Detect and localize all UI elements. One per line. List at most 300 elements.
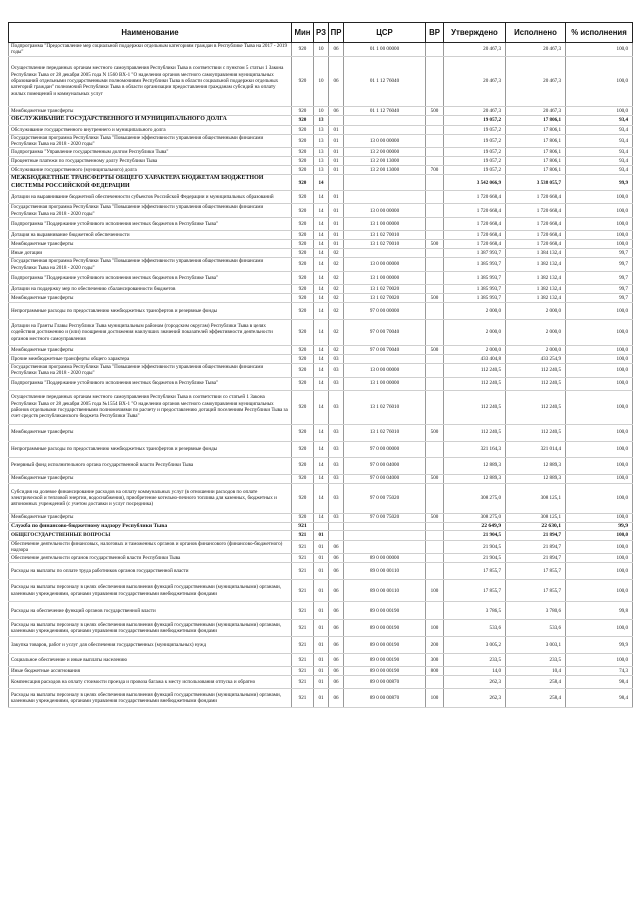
pr-cell: 03: [329, 390, 344, 424]
name-cell: Служба по финансово-бюджетному надзору Республики Тыва: [9, 522, 292, 530]
vr-cell: [426, 218, 444, 231]
pr-cell: 06: [329, 563, 344, 580]
csr-cell: 97 0 00 70040: [344, 345, 426, 354]
min-cell: 920: [292, 240, 314, 249]
csr-cell: 89 0 00 00190: [344, 620, 426, 637]
min-cell: 921: [292, 620, 314, 637]
min-cell: 920: [292, 302, 314, 319]
executed-cell: 17 806,1: [506, 115, 566, 125]
vr-cell: [426, 377, 444, 390]
table-row: [9, 667, 633, 676]
table-row: [9, 125, 633, 134]
pr-cell: 02: [329, 258, 344, 272]
csr-cell: 13 2 00 13000: [344, 166, 426, 175]
report-page: [8, 22, 632, 708]
percent-cell: 74,3: [566, 667, 633, 676]
table-row: [9, 676, 633, 689]
csr-cell: 13 0 00 00000: [344, 363, 426, 377]
rz-cell: 01: [314, 689, 329, 708]
table-row: [9, 191, 633, 204]
csr-cell: 13 1 02 70010: [344, 240, 426, 249]
table-row: [9, 530, 633, 540]
table-row: [9, 293, 633, 302]
min-cell: 920: [292, 377, 314, 390]
vr-cell: [426, 319, 444, 345]
table-row: [9, 620, 633, 637]
approved-cell: 21 904,5: [444, 540, 506, 554]
executed-cell: 308 125,1: [506, 483, 566, 513]
rz-cell: 14: [314, 293, 329, 302]
min-cell: 920: [292, 271, 314, 284]
rz-cell: 01: [314, 540, 329, 554]
rz-cell: 14: [314, 271, 329, 284]
approved-cell: 19 057,2: [444, 115, 506, 125]
pr-cell: 03: [329, 377, 344, 390]
percent-cell: 100,0: [566, 457, 633, 474]
executed-cell: 1 384 132,4: [506, 249, 566, 258]
table-row: [9, 284, 633, 293]
executed-cell: 233,5: [506, 654, 566, 667]
percent-cell: 93,4: [566, 134, 633, 148]
vr-cell: [426, 43, 444, 57]
executed-cell: 21 894,7: [506, 540, 566, 554]
vr-cell: [426, 284, 444, 293]
rz-cell: 14: [314, 483, 329, 513]
csr-cell: 13 1 00 00000: [344, 218, 426, 231]
pr-cell: 03: [329, 457, 344, 474]
min-cell: 920: [292, 218, 314, 231]
executed-cell: 258,4: [506, 689, 566, 708]
approved-cell: 1 720 668,4: [444, 218, 506, 231]
rz-cell: 01: [314, 637, 329, 654]
approved-cell: 112 240,5: [444, 390, 506, 424]
approved-cell: 308 275,0: [444, 513, 506, 522]
min-cell: 920: [292, 474, 314, 483]
pr-cell: 06: [329, 540, 344, 554]
approved-cell: 321 164,3: [444, 441, 506, 457]
percent-cell: 93,4: [566, 148, 633, 157]
vr-cell: 500: [426, 513, 444, 522]
percent-cell: 100,0: [566, 231, 633, 240]
rz-cell: 14: [314, 284, 329, 293]
percent-cell: 100,0: [566, 319, 633, 345]
name-cell: Иные бюджетные ассигнования: [9, 667, 292, 676]
name-cell: Процентные платежи по государственному долгу Республики Тыва: [9, 157, 292, 166]
vr-cell: [426, 540, 444, 554]
percent-cell: 100,0: [566, 204, 633, 218]
vr-cell: [426, 457, 444, 474]
percent-cell: 100,0: [566, 424, 633, 441]
pr-cell: [329, 175, 344, 191]
pr-cell: 06: [329, 580, 344, 602]
min-cell: 920: [292, 354, 314, 363]
approved-cell: 262,3: [444, 689, 506, 708]
percent-cell: 99,9: [566, 175, 633, 191]
name-cell: Дотации на Гранты Главы Республики Тыва муниципальным районам (городским округам) Республики Тыва в целях содействия достижению и (или) поощрения достижения наилучших значений показателей эффективности деятельности органов местного самоуправления: [9, 319, 292, 345]
executed-cell: 17 806,1: [506, 125, 566, 134]
min-cell: 920: [292, 441, 314, 457]
table-row: [9, 218, 633, 231]
vr-cell: [426, 115, 444, 125]
csr-cell: 13 0 00 00000: [344, 134, 426, 148]
csr-cell: 89 0 00 00190: [344, 667, 426, 676]
vr-cell: [426, 271, 444, 284]
vr-cell: [426, 354, 444, 363]
name-cell: Компенсация расходов на оплату стоимости проезда и провоза багажа к месту использования отпуска и обратно: [9, 676, 292, 689]
name-cell: Расходы на выплаты по оплате труда работников органов государственной власти: [9, 563, 292, 580]
name-cell: Расходы на выплаты персоналу в целях обеспечения выполнения функций государственными (муниципальными) органами, казенными учреждениями, органами управления государственными внебюджетными фондами: [9, 689, 292, 708]
col-header-approved: Утверждено: [444, 23, 506, 43]
min-cell: 920: [292, 424, 314, 441]
approved-cell: 112 240,5: [444, 363, 506, 377]
vr-cell: 500: [426, 424, 444, 441]
vr-cell: 500: [426, 345, 444, 354]
pr-cell: 01: [329, 125, 344, 134]
rz-cell: [314, 522, 329, 530]
name-cell: Расходы на обеспечение функций органов государственной власти: [9, 602, 292, 620]
min-cell: 921: [292, 580, 314, 602]
name-cell: Резервный фонд исполнительного органа государственной власти Республики Тыва: [9, 457, 292, 474]
vr-cell: [426, 390, 444, 424]
approved-cell: 22 649,9: [444, 522, 506, 530]
executed-cell: 1 720 668,4: [506, 240, 566, 249]
pr-cell: 06: [329, 689, 344, 708]
rz-cell: 10: [314, 43, 329, 57]
pr-cell: 03: [329, 483, 344, 513]
pr-cell: 06: [329, 554, 344, 563]
name-cell: Подпрограмма "Поддержание устойчивого исполнения местных бюджетов в Республике Тыва": [9, 271, 292, 284]
min-cell: 921: [292, 689, 314, 708]
csr-cell: 01 1 12 76040: [344, 56, 426, 106]
csr-cell: 97 0 00 75020: [344, 483, 426, 513]
min-cell: 920: [292, 43, 314, 57]
rz-cell: 13: [314, 157, 329, 166]
executed-cell: 1 382 132,4: [506, 258, 566, 272]
pr-cell: 01: [329, 134, 344, 148]
table-row: [9, 483, 633, 513]
percent-cell: 98,4: [566, 676, 633, 689]
col-header-pr: ПР: [329, 23, 344, 43]
pr-cell: 02: [329, 249, 344, 258]
executed-cell: 1 382 132,4: [506, 293, 566, 302]
approved-cell: 2 000,0: [444, 319, 506, 345]
executed-cell: 2 000,0: [506, 319, 566, 345]
approved-cell: 1 720 668,4: [444, 231, 506, 240]
executed-cell: 112 240,5: [506, 390, 566, 424]
rz-cell: 14: [314, 457, 329, 474]
col-header-percent: % исполнения: [566, 23, 633, 43]
pr-cell: 01: [329, 166, 344, 175]
executed-cell: 17 855,7: [506, 563, 566, 580]
csr-cell: 97 0 00 00000: [344, 302, 426, 319]
approved-cell: 3 786,5: [444, 602, 506, 620]
csr-cell: [344, 115, 426, 125]
vr-cell: [426, 157, 444, 166]
percent-cell: 99,7: [566, 258, 633, 272]
csr-cell: 13 1 02 70020: [344, 284, 426, 293]
vr-cell: [426, 175, 444, 191]
percent-cell: 100,0: [566, 363, 633, 377]
csr-cell: 13 1 00 00000: [344, 377, 426, 390]
table-row: [9, 43, 633, 57]
table-row: [9, 271, 633, 284]
name-cell: Дотации на поддержку мер по обеспечению сбалансированности бюджетов: [9, 284, 292, 293]
pr-cell: 02: [329, 302, 344, 319]
percent-cell: 100,0: [566, 302, 633, 319]
executed-cell: 17 806,1: [506, 134, 566, 148]
name-cell: Осуществление переданных органам местного самоуправления Республики Тыва в соответствии со статьей 1 Закона Республики Тыва от 28 декабря 2005 года №1554 ВХ-1 "О наделении органов местного самоуправления муниципальных районов отдельными государственными полномочиями по расчету и предоставлению дотаций поселениям Республики Тыва за счет средств республиканского бюджета Республики Тыва": [9, 390, 292, 424]
vr-cell: 700: [426, 166, 444, 175]
vr-cell: [426, 530, 444, 540]
table-row: [9, 441, 633, 457]
rz-cell: 01: [314, 554, 329, 563]
csr-cell: [344, 530, 426, 540]
percent-cell: 99,7: [566, 271, 633, 284]
approved-cell: 1 385 993,7: [444, 258, 506, 272]
min-cell: 921: [292, 637, 314, 654]
table-row: [9, 148, 633, 157]
min-cell: 920: [292, 148, 314, 157]
percent-cell: 99,7: [566, 293, 633, 302]
approved-cell: 262,3: [444, 676, 506, 689]
approved-cell: 112 240,5: [444, 377, 506, 390]
vr-cell: [426, 204, 444, 218]
csr-cell: 97 0 00 00000: [344, 441, 426, 457]
pr-cell: 01: [329, 240, 344, 249]
name-cell: Обеспечение деятельности органов государственной власти Республики Тыва: [9, 554, 292, 563]
table-body: [9, 43, 633, 708]
min-cell: 920: [292, 293, 314, 302]
min-cell: 920: [292, 258, 314, 272]
vr-cell: [426, 563, 444, 580]
name-cell: Субсидия на долевое финансирование расходов на оплату коммунальных услуг (в отношении расходов по оплате электрической и тепловой энергии, водоснабжения), приобретение котельно-печного топлива для казенных, бюджетных и автономных учреждений (с учетом доставки и услуг посредника): [9, 483, 292, 513]
min-cell: 920: [292, 513, 314, 522]
pr-cell: 02: [329, 284, 344, 293]
name-cell: ОБСЛУЖИВАНИЕ ГОСУДАРСТВЕННОГО И МУНИЦИПАЛЬНОГО ДОЛГА: [9, 115, 292, 125]
executed-cell: 1 382 132,4: [506, 284, 566, 293]
csr-cell: 13 1 02 70010: [344, 231, 426, 240]
rz-cell: 01: [314, 676, 329, 689]
name-cell: Осуществление переданных органам местного самоуправления Республики Тыва в соответствии с пунктом 5 статьи 1 Закона Республики Тыва от 28 декабря 2005 года N 1560 ВХ-1 "О наделении органов местного самоуправления муниципальных образований отдельными государственными полномочиями Республики Тыва в области социальной поддержки отдельных категорий граждан" полномочий Республики Тыва в области организации предоставления гражданам субсидий на оплату жилых помещений и коммунальных услуг: [9, 56, 292, 106]
min-cell: 921: [292, 602, 314, 620]
executed-cell: 10,4: [506, 667, 566, 676]
rz-cell: 01: [314, 580, 329, 602]
name-cell: Подпрограмма "Предоставление мер социальной поддержки отдельным категориям граждан в Республике Тыва на 2017 - 2019 годы": [9, 43, 292, 57]
percent-cell: 93,4: [566, 115, 633, 125]
min-cell: 920: [292, 363, 314, 377]
vr-cell: 800: [426, 667, 444, 676]
col-header-csr: ЦСР: [344, 23, 426, 43]
approved-cell: 17 855,7: [444, 563, 506, 580]
rz-cell: 01: [314, 602, 329, 620]
table-row: [9, 157, 633, 166]
percent-cell: 100,0: [566, 218, 633, 231]
vr-cell: [426, 522, 444, 530]
rz-cell: 01: [314, 620, 329, 637]
name-cell: Расходы на выплаты персоналу в целях обеспечения выполнения функций государственными (муниципальными) органами, казенными учреждениями, органами управления государственными внебюджетными фондами: [9, 620, 292, 637]
name-cell: Дотации на выравнивание бюджетной обеспеченности субъектов Российской Федерации и муниципальных образований: [9, 191, 292, 204]
pr-cell: [329, 522, 344, 530]
table-row: [9, 175, 633, 191]
percent-cell: 100,0: [566, 191, 633, 204]
approved-cell: 433 404,8: [444, 354, 506, 363]
rz-cell: 01: [314, 563, 329, 580]
percent-cell: 100,0: [566, 580, 633, 602]
csr-cell: 97 0 00 04000: [344, 474, 426, 483]
rz-cell: 10: [314, 106, 329, 115]
pr-cell: 03: [329, 424, 344, 441]
executed-cell: 20 467,3: [506, 106, 566, 115]
approved-cell: 12 889,3: [444, 457, 506, 474]
rz-cell: 14: [314, 377, 329, 390]
rz-cell: 14: [314, 441, 329, 457]
name-cell: Обеспечение деятельности финансовых, налоговых и таможенных органов и органов финансового (финансово-бюджетного) надзора: [9, 540, 292, 554]
table-row: [9, 637, 633, 654]
csr-cell: [344, 191, 426, 204]
name-cell: Непрограммные расходы по предоставлению межбюджетных трансфертов и резервные фонды: [9, 302, 292, 319]
executed-cell: 112 240,5: [506, 377, 566, 390]
csr-cell: 89 0 00 00190: [344, 654, 426, 667]
col-header-executed: Исполнено: [506, 23, 566, 43]
percent-cell: 93,4: [566, 125, 633, 134]
percent-cell: 100,0: [566, 377, 633, 390]
executed-cell: 2 000,0: [506, 345, 566, 354]
percent-cell: 100,0: [566, 390, 633, 424]
percent-cell: 100,0: [566, 56, 633, 106]
approved-cell: 14,0: [444, 667, 506, 676]
name-cell: Непрограммные расходы по предоставлению межбюджетных трансфертов и резервные фонды: [9, 441, 292, 457]
col-header-name: Наименование: [9, 23, 292, 43]
vr-cell: 200: [426, 637, 444, 654]
pr-cell: 06: [329, 654, 344, 667]
rz-cell: 14: [314, 302, 329, 319]
budget-execution-table: [8, 22, 633, 708]
rz-cell: 14: [314, 240, 329, 249]
rz-cell: 14: [314, 363, 329, 377]
table-row: [9, 319, 633, 345]
approved-cell: 1 385 993,7: [444, 271, 506, 284]
percent-cell: 99,8: [566, 602, 633, 620]
percent-cell: 93,4: [566, 157, 633, 166]
csr-cell: 13 0 00 00000: [344, 204, 426, 218]
executed-cell: 112 240,5: [506, 363, 566, 377]
vr-cell: [426, 249, 444, 258]
vr-cell: 500: [426, 474, 444, 483]
vr-cell: 100: [426, 620, 444, 637]
vr-cell: [426, 231, 444, 240]
percent-cell: 100,0: [566, 474, 633, 483]
executed-cell: 308 125,1: [506, 513, 566, 522]
name-cell: Межбюджетные трансферты: [9, 474, 292, 483]
table-row: [9, 56, 633, 106]
csr-cell: [344, 540, 426, 554]
csr-cell: 89 0 00 00110: [344, 580, 426, 602]
csr-cell: 89 0 00 00110: [344, 563, 426, 580]
rz-cell: 14: [314, 474, 329, 483]
table-row: [9, 240, 633, 249]
table-row: [9, 654, 633, 667]
csr-cell: 13 0 00 00000: [344, 258, 426, 272]
name-cell: Расходы на выплаты персоналу в целях обеспечения выполнения функций государственными (муниципальными) органами, казенными учреждениями, органами управления государственными внебюджетными фондами: [9, 580, 292, 602]
percent-cell: 100,0: [566, 441, 633, 457]
pr-cell: 06: [329, 676, 344, 689]
name-cell: ОБЩЕГОСУДАРСТВЕННЫЕ ВОПРОСЫ: [9, 530, 292, 540]
vr-cell: 300: [426, 654, 444, 667]
approved-cell: 1 720 668,4: [444, 240, 506, 249]
min-cell: 920: [292, 125, 314, 134]
min-cell: 920: [292, 134, 314, 148]
name-cell: Дотация на выравнивание бюджетной обеспеченности: [9, 231, 292, 240]
percent-cell: 100,0: [566, 620, 633, 637]
vr-cell: [426, 676, 444, 689]
executed-cell: 3 780,6: [506, 602, 566, 620]
percent-cell: 100,0: [566, 554, 633, 563]
percent-cell: 100,0: [566, 240, 633, 249]
percent-cell: 100,0: [566, 43, 633, 57]
min-cell: 921: [292, 530, 314, 540]
approved-cell: 20 467,3: [444, 43, 506, 57]
vr-cell: [426, 363, 444, 377]
min-cell: 920: [292, 56, 314, 106]
col-header-min: Мин: [292, 23, 314, 43]
csr-cell: 13 1 02 70020: [344, 293, 426, 302]
approved-cell: 1 387 993,7: [444, 249, 506, 258]
approved-cell: 21 904,5: [444, 554, 506, 563]
name-cell: МЕЖБЮДЖЕТНЫЕ ТРАНСФЕРТЫ ОБЩЕГО ХАРАКТЕРА БЮДЖЕТАМ БЮДЖЕТНОЙ СИСТЕМЫ РОССИЙСКОЙ ФЕДЕРАЦИИ: [9, 175, 292, 191]
name-cell: Подпрограмма "Поддержание устойчивого исполнения местных бюджетов в Республике Тыва": [9, 377, 292, 390]
approved-cell: 1 720 668,4: [444, 191, 506, 204]
rz-cell: 14: [314, 218, 329, 231]
name-cell: Государственная программа Республики Тыва "Повышение эффективности управления общественными финансами Республики Тыва на 2018 - 2020 годы": [9, 134, 292, 148]
table-row: [9, 424, 633, 441]
vr-cell: [426, 148, 444, 157]
table-row: [9, 345, 633, 354]
min-cell: 920: [292, 345, 314, 354]
table-row: [9, 363, 633, 377]
executed-cell: 3 003,1: [506, 637, 566, 654]
csr-cell: 97 0 00 04000: [344, 457, 426, 474]
executed-cell: 1 720 668,4: [506, 191, 566, 204]
rz-cell: 01: [314, 654, 329, 667]
min-cell: 920: [292, 175, 314, 191]
pr-cell: 01: [329, 218, 344, 231]
table-row: [9, 457, 633, 474]
vr-cell: [426, 483, 444, 513]
executed-cell: 1 720 668,4: [506, 218, 566, 231]
vr-cell: 500: [426, 106, 444, 115]
csr-cell: 13 2 00 13000: [344, 157, 426, 166]
min-cell: 921: [292, 654, 314, 667]
min-cell: 921: [292, 540, 314, 554]
name-cell: Межбюджетные трансферты: [9, 240, 292, 249]
rz-cell: 14: [314, 258, 329, 272]
csr-cell: 13 1 00 00000: [344, 271, 426, 284]
name-cell: Иные дотации: [9, 249, 292, 258]
name-cell: Обслуживание государственного внутреннего и муниципального долга: [9, 125, 292, 134]
percent-cell: 93,4: [566, 166, 633, 175]
pr-cell: 01: [329, 157, 344, 166]
pr-cell: 02: [329, 293, 344, 302]
pr-cell: 06: [329, 56, 344, 106]
percent-cell: 100,0: [566, 530, 633, 540]
csr-cell: 13 1 02 76010: [344, 390, 426, 424]
rz-cell: 14: [314, 513, 329, 522]
table-row: [9, 354, 633, 363]
approved-cell: 533,6: [444, 620, 506, 637]
min-cell: 920: [292, 483, 314, 513]
csr-cell: 89 0 00 00190: [344, 602, 426, 620]
table-row: [9, 377, 633, 390]
